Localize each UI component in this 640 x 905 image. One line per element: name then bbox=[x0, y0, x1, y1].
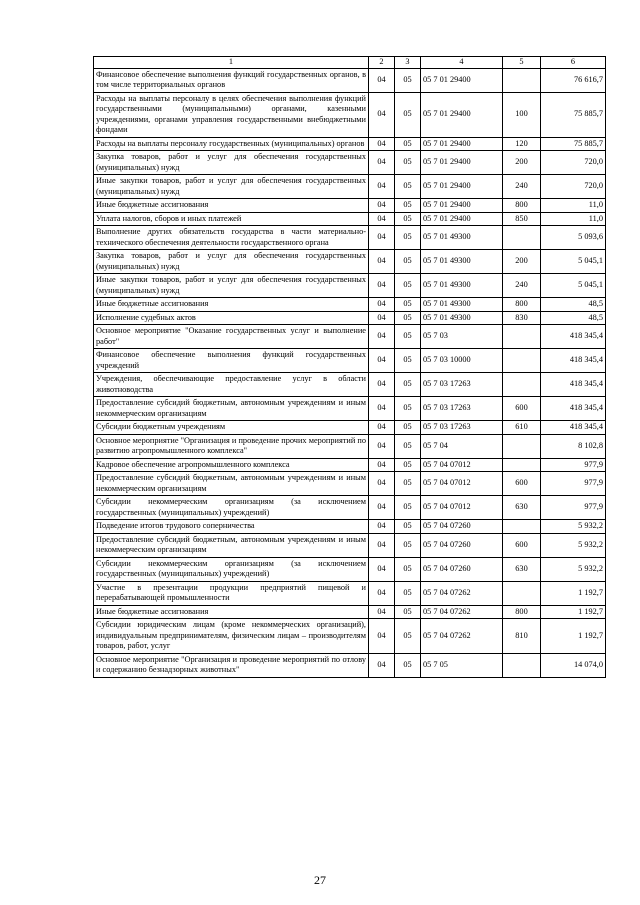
table-row bbox=[94, 397, 606, 421]
cell-target-article: 05 7 03 17263 bbox=[421, 421, 503, 435]
table-row bbox=[94, 311, 606, 325]
cell-target-article: 05 7 01 49300 bbox=[421, 250, 503, 274]
cell-amount: 418 345,4 bbox=[541, 397, 606, 421]
cell-section: 04 bbox=[369, 472, 395, 496]
cell-expense-kind: 600 bbox=[503, 533, 541, 557]
cell-target-article: 05 7 04 07262 bbox=[421, 619, 503, 654]
cell-expense-kind: 850 bbox=[503, 212, 541, 226]
cell-amount: 418 345,4 bbox=[541, 325, 606, 349]
cell-expense-kind: 630 bbox=[503, 496, 541, 520]
cell-amount: 720,0 bbox=[541, 151, 606, 175]
table-row bbox=[94, 458, 606, 472]
cell-section: 04 bbox=[369, 605, 395, 619]
table-row bbox=[94, 212, 606, 226]
cell-subsection: 05 bbox=[395, 298, 421, 312]
header-cell-expense-kind: 5 bbox=[503, 57, 541, 69]
cell-subsection: 05 bbox=[395, 434, 421, 458]
cell-subsection: 05 bbox=[395, 458, 421, 472]
cell-subsection: 05 bbox=[395, 226, 421, 250]
cell-subsection: 05 bbox=[395, 653, 421, 677]
table-row bbox=[94, 137, 606, 151]
cell-expense-kind: 200 bbox=[503, 250, 541, 274]
table-body bbox=[94, 68, 606, 677]
cell-subsection: 05 bbox=[395, 274, 421, 298]
cell-amount: 1 192,7 bbox=[541, 581, 606, 605]
cell-target-article: 05 7 01 29400 bbox=[421, 175, 503, 199]
table-row bbox=[94, 653, 606, 677]
table-row bbox=[94, 298, 606, 312]
header-cell-name: 1 bbox=[94, 57, 369, 69]
cell-expense-kind bbox=[503, 373, 541, 397]
table-row bbox=[94, 175, 606, 199]
cell-section: 04 bbox=[369, 68, 395, 92]
cell-target-article: 05 7 01 49300 bbox=[421, 274, 503, 298]
cell-name: Расходы на выплаты персоналу в целях обеспечения выполнения функций государственными (муниципальными) органами, казенными учреждениями, органами управления государственными внебюджетными фондами bbox=[94, 92, 369, 137]
header-cell-amount: 6 bbox=[541, 57, 606, 69]
cell-target-article: 05 7 04 07012 bbox=[421, 472, 503, 496]
cell-target-article: 05 7 04 07260 bbox=[421, 557, 503, 581]
cell-amount: 720,0 bbox=[541, 175, 606, 199]
cell-section: 04 bbox=[369, 226, 395, 250]
cell-expense-kind bbox=[503, 349, 541, 373]
cell-target-article: 05 7 03 10000 bbox=[421, 349, 503, 373]
cell-expense-kind bbox=[503, 520, 541, 534]
table-row bbox=[94, 533, 606, 557]
cell-expense-kind: 610 bbox=[503, 421, 541, 435]
cell-name: Иные закупки товаров, работ и услуг для обеспечения государственных (муниципальных) нужд bbox=[94, 175, 369, 199]
cell-name: Иные бюджетные ассигнования bbox=[94, 199, 369, 213]
cell-amount: 48,5 bbox=[541, 311, 606, 325]
cell-target-article: 05 7 01 29400 bbox=[421, 92, 503, 137]
header-cell-target-article: 4 bbox=[421, 57, 503, 69]
cell-target-article: 05 7 04 07260 bbox=[421, 520, 503, 534]
cell-expense-kind bbox=[503, 68, 541, 92]
cell-amount: 5 045,1 bbox=[541, 250, 606, 274]
cell-section: 04 bbox=[369, 311, 395, 325]
cell-name: Субсидии некоммерческим организациям (за исключением государственных (муниципальных) учреждений) bbox=[94, 496, 369, 520]
table-row bbox=[94, 557, 606, 581]
table-row bbox=[94, 325, 606, 349]
cell-section: 04 bbox=[369, 137, 395, 151]
cell-expense-kind: 240 bbox=[503, 274, 541, 298]
cell-name: Иные закупки товаров, работ и услуг для обеспечения государственных (муниципальных) нужд bbox=[94, 274, 369, 298]
cell-section: 04 bbox=[369, 496, 395, 520]
cell-section: 04 bbox=[369, 298, 395, 312]
cell-subsection: 05 bbox=[395, 557, 421, 581]
cell-name: Закупка товаров, работ и услуг для обеспечения государственных (муниципальных) нужд bbox=[94, 151, 369, 175]
cell-name: Закупка товаров, работ и услуг для обеспечения государственных (муниципальных) нужд bbox=[94, 250, 369, 274]
cell-target-article: 05 7 01 29400 bbox=[421, 137, 503, 151]
cell-expense-kind: 240 bbox=[503, 175, 541, 199]
cell-amount: 48,5 bbox=[541, 298, 606, 312]
cell-name: Основное мероприятие "Организация и проведение прочих мероприятий по развитию агропромышленного комплекса" bbox=[94, 434, 369, 458]
cell-subsection: 05 bbox=[395, 397, 421, 421]
cell-subsection: 05 bbox=[395, 175, 421, 199]
cell-section: 04 bbox=[369, 175, 395, 199]
cell-expense-kind bbox=[503, 581, 541, 605]
cell-name: Субсидии некоммерческим организациям (за исключением государственных (муниципальных) учреждений) bbox=[94, 557, 369, 581]
cell-amount: 1 192,7 bbox=[541, 619, 606, 654]
cell-amount: 11,0 bbox=[541, 199, 606, 213]
cell-expense-kind: 830 bbox=[503, 311, 541, 325]
cell-name: Уплата налогов, сборов и иных платежей bbox=[94, 212, 369, 226]
cell-subsection: 05 bbox=[395, 311, 421, 325]
table-row bbox=[94, 619, 606, 654]
cell-expense-kind: 810 bbox=[503, 619, 541, 654]
cell-subsection: 05 bbox=[395, 496, 421, 520]
cell-subsection: 05 bbox=[395, 325, 421, 349]
cell-subsection: 05 bbox=[395, 137, 421, 151]
cell-section: 04 bbox=[369, 421, 395, 435]
table-row bbox=[94, 199, 606, 213]
cell-expense-kind: 100 bbox=[503, 92, 541, 137]
cell-section: 04 bbox=[369, 557, 395, 581]
cell-section: 04 bbox=[369, 373, 395, 397]
cell-target-article: 05 7 04 07012 bbox=[421, 496, 503, 520]
cell-name: Иные бюджетные ассигнования bbox=[94, 605, 369, 619]
cell-amount: 418 345,4 bbox=[541, 421, 606, 435]
budget-table bbox=[93, 56, 606, 678]
cell-expense-kind: 800 bbox=[503, 298, 541, 312]
cell-target-article: 05 7 01 29400 bbox=[421, 151, 503, 175]
cell-subsection: 05 bbox=[395, 472, 421, 496]
cell-section: 04 bbox=[369, 581, 395, 605]
cell-section: 04 bbox=[369, 325, 395, 349]
cell-subsection: 05 bbox=[395, 520, 421, 534]
cell-name: Предоставление субсидий бюджетным, автономным учреждениям и иным некоммерческим организациям bbox=[94, 533, 369, 557]
cell-subsection: 05 bbox=[395, 212, 421, 226]
cell-subsection: 05 bbox=[395, 92, 421, 137]
cell-target-article: 05 7 01 49300 bbox=[421, 298, 503, 312]
cell-section: 04 bbox=[369, 274, 395, 298]
cell-section: 04 bbox=[369, 199, 395, 213]
header-cell-section: 2 bbox=[369, 57, 395, 69]
cell-amount: 14 074,0 bbox=[541, 653, 606, 677]
cell-target-article: 05 7 01 49300 bbox=[421, 311, 503, 325]
cell-expense-kind bbox=[503, 226, 541, 250]
cell-target-article: 05 7 01 49300 bbox=[421, 226, 503, 250]
cell-expense-kind bbox=[503, 458, 541, 472]
cell-amount: 5 932,2 bbox=[541, 520, 606, 534]
cell-target-article: 05 7 04 bbox=[421, 434, 503, 458]
cell-section: 04 bbox=[369, 520, 395, 534]
table-row bbox=[94, 520, 606, 534]
cell-subsection: 05 bbox=[395, 151, 421, 175]
cell-name: Предоставление субсидий бюджетным, автономным учреждениям и иным некоммерческим организациям bbox=[94, 397, 369, 421]
cell-amount: 418 345,4 bbox=[541, 349, 606, 373]
cell-section: 04 bbox=[369, 151, 395, 175]
cell-amount: 75 885,7 bbox=[541, 92, 606, 137]
cell-target-article: 05 7 04 07262 bbox=[421, 581, 503, 605]
cell-subsection: 05 bbox=[395, 373, 421, 397]
cell-name: Исполнение судебных актов bbox=[94, 311, 369, 325]
cell-amount: 5 932,2 bbox=[541, 557, 606, 581]
cell-expense-kind: 600 bbox=[503, 397, 541, 421]
table-row bbox=[94, 496, 606, 520]
cell-name: Предоставление субсидий бюджетным, автономным учреждениям и иным некоммерческим организациям bbox=[94, 472, 369, 496]
cell-subsection: 05 bbox=[395, 421, 421, 435]
cell-section: 04 bbox=[369, 619, 395, 654]
cell-section: 04 bbox=[369, 92, 395, 137]
cell-amount: 977,9 bbox=[541, 472, 606, 496]
cell-subsection: 05 bbox=[395, 349, 421, 373]
cell-amount: 8 102,8 bbox=[541, 434, 606, 458]
cell-section: 04 bbox=[369, 397, 395, 421]
cell-target-article: 05 7 04 07012 bbox=[421, 458, 503, 472]
cell-subsection: 05 bbox=[395, 619, 421, 654]
cell-name: Финансовое обеспечение выполнения функций государственных учреждений bbox=[94, 349, 369, 373]
cell-amount: 1 192,7 bbox=[541, 605, 606, 619]
table-row bbox=[94, 434, 606, 458]
table-row bbox=[94, 373, 606, 397]
cell-section: 04 bbox=[369, 458, 395, 472]
cell-section: 04 bbox=[369, 212, 395, 226]
cell-name: Субсидии юридическим лицам (кроме некоммерческих организаций), индивидуальным предпринимателям, физическим лицам – производителям товаров, работ, услуг bbox=[94, 619, 369, 654]
cell-name: Учреждения, обеспечивающие предоставление услуг в области животноводства bbox=[94, 373, 369, 397]
table-row bbox=[94, 151, 606, 175]
cell-amount: 5 045,1 bbox=[541, 274, 606, 298]
table-row bbox=[94, 472, 606, 496]
cell-amount: 76 616,7 bbox=[541, 68, 606, 92]
cell-name: Финансовое обеспечение выполнения функций государственных органов, в том числе территориальных органов bbox=[94, 68, 369, 92]
cell-expense-kind bbox=[503, 325, 541, 349]
cell-section: 04 bbox=[369, 250, 395, 274]
cell-expense-kind: 630 bbox=[503, 557, 541, 581]
cell-name: Выполнение других обязательств государства в части материально-технического обеспечения деятельности государственного органа bbox=[94, 226, 369, 250]
table-row bbox=[94, 274, 606, 298]
cell-target-article: 05 7 04 07262 bbox=[421, 605, 503, 619]
page-number: 27 bbox=[314, 873, 326, 887]
table-row bbox=[94, 68, 606, 92]
cell-target-article: 05 7 01 29400 bbox=[421, 68, 503, 92]
table-row bbox=[94, 92, 606, 137]
cell-target-article: 05 7 03 bbox=[421, 325, 503, 349]
cell-amount: 977,9 bbox=[541, 458, 606, 472]
cell-amount: 11,0 bbox=[541, 212, 606, 226]
cell-section: 04 bbox=[369, 349, 395, 373]
cell-subsection: 05 bbox=[395, 68, 421, 92]
cell-expense-kind: 120 bbox=[503, 137, 541, 151]
table-row bbox=[94, 226, 606, 250]
cell-subsection: 05 bbox=[395, 581, 421, 605]
cell-subsection: 05 bbox=[395, 533, 421, 557]
cell-name: Участие в презентации продукции предприятий пищевой и перерабатывающей промышленности bbox=[94, 581, 369, 605]
cell-section: 04 bbox=[369, 653, 395, 677]
cell-subsection: 05 bbox=[395, 199, 421, 213]
cell-name: Подведение итогов трудового соперничества bbox=[94, 520, 369, 534]
cell-amount: 5 932,2 bbox=[541, 533, 606, 557]
cell-target-article: 05 7 05 bbox=[421, 653, 503, 677]
cell-section: 04 bbox=[369, 533, 395, 557]
cell-expense-kind: 200 bbox=[503, 151, 541, 175]
cell-expense-kind: 600 bbox=[503, 472, 541, 496]
cell-section: 04 bbox=[369, 434, 395, 458]
cell-subsection: 05 bbox=[395, 250, 421, 274]
table-row bbox=[94, 250, 606, 274]
cell-target-article: 05 7 01 29400 bbox=[421, 199, 503, 213]
cell-amount: 75 885,7 bbox=[541, 137, 606, 151]
table-row bbox=[94, 605, 606, 619]
cell-expense-kind: 800 bbox=[503, 605, 541, 619]
table-row bbox=[94, 581, 606, 605]
cell-amount: 418 345,4 bbox=[541, 373, 606, 397]
header-row bbox=[94, 57, 606, 69]
cell-expense-kind bbox=[503, 653, 541, 677]
cell-name: Основное мероприятие "Оказание государственных услуг и выполнение работ" bbox=[94, 325, 369, 349]
cell-name: Кадровое обеспечение агропромышленного комплекса bbox=[94, 458, 369, 472]
cell-target-article: 05 7 04 07260 bbox=[421, 533, 503, 557]
cell-subsection: 05 bbox=[395, 605, 421, 619]
cell-name: Иные бюджетные ассигнования bbox=[94, 298, 369, 312]
cell-name: Субсидии бюджетным учреждениям bbox=[94, 421, 369, 435]
cell-name: Основное мероприятие "Организация и проведение мероприятий по отлову и содержанию безнадзорных животных" bbox=[94, 653, 369, 677]
cell-name: Расходы на выплаты персоналу государственных (муниципальных) органов bbox=[94, 137, 369, 151]
table-row bbox=[94, 349, 606, 373]
cell-expense-kind: 800 bbox=[503, 199, 541, 213]
cell-amount: 5 093,6 bbox=[541, 226, 606, 250]
cell-target-article: 05 7 01 29400 bbox=[421, 212, 503, 226]
cell-target-article: 05 7 03 17263 bbox=[421, 373, 503, 397]
cell-expense-kind bbox=[503, 434, 541, 458]
table-row bbox=[94, 421, 606, 435]
header-cell-subsection: 3 bbox=[395, 57, 421, 69]
cell-target-article: 05 7 03 17263 bbox=[421, 397, 503, 421]
cell-amount: 977,9 bbox=[541, 496, 606, 520]
